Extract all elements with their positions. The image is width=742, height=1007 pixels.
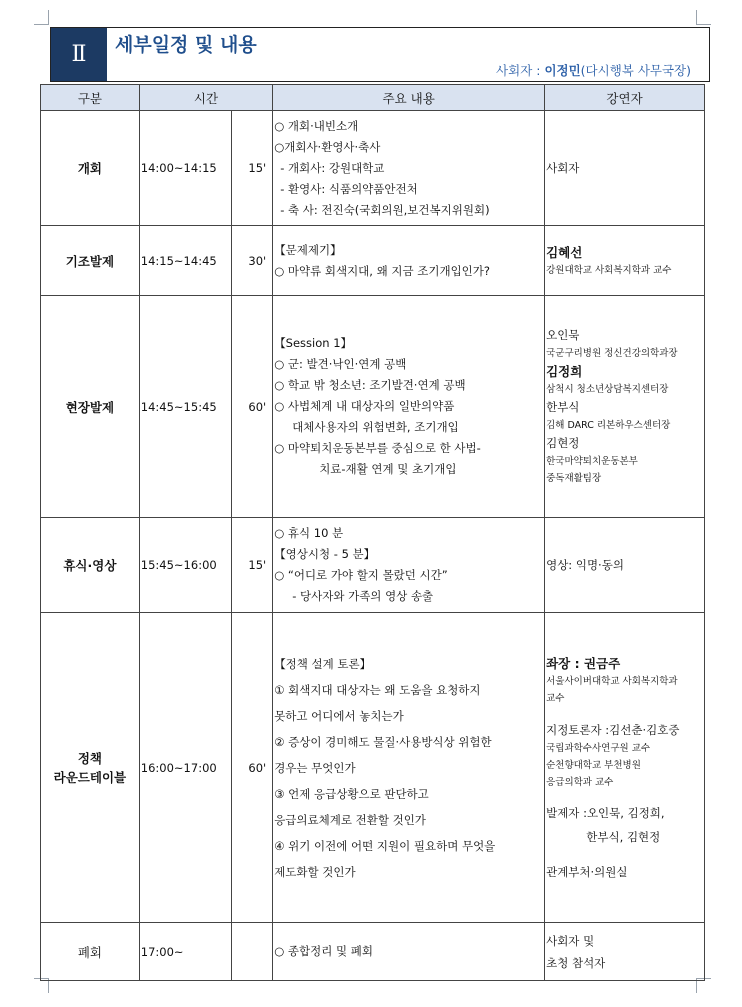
- presenter-line: 한부식, 김현정: [546, 829, 661, 844]
- content-line: 【Session 1】: [274, 336, 353, 350]
- row-duration: [232, 923, 273, 981]
- content-line: ○ 마약류 회색지대, 왜 지금 조기개입인가?: [274, 263, 491, 278]
- speaker-affiliation: 교수: [546, 692, 565, 704]
- content-line: 응급의료체계로 전환할 것인가: [274, 812, 426, 827]
- table-row: [41, 518, 705, 613]
- speaker-line: 영상: 익명·동의: [546, 557, 624, 572]
- row-category: 폐회: [41, 923, 140, 981]
- spacer: [546, 849, 704, 863]
- speaker-name: 김정희: [546, 364, 583, 379]
- schedule-table: [40, 84, 705, 981]
- table-row: [41, 111, 705, 226]
- speaker-affiliation: 국군구리병원 정신건강의학과장: [546, 348, 678, 359]
- content-line: - 축 사: 전진숙(국회의원,보건복지위원회): [280, 202, 490, 217]
- row-speaker: [545, 518, 705, 613]
- moderator-prefix: 사회자 :: [496, 63, 545, 78]
- content-line: ○ 휴식 10 분: [274, 526, 344, 540]
- ministry-line: 관계부처·의원실: [546, 864, 628, 879]
- speaker-line: 초청 참석자: [546, 955, 606, 970]
- header-category: 구분: [41, 85, 140, 111]
- content-line: 【문제제기】: [274, 242, 342, 257]
- table-row: [41, 613, 705, 923]
- spacer: [546, 791, 704, 801]
- row-category: 현장발제: [41, 296, 140, 518]
- moderator-name: 이정민: [544, 63, 581, 78]
- row-category: 휴식·영상: [41, 518, 140, 613]
- speaker-name: 김현정: [546, 436, 580, 450]
- header-time: 시간: [139, 85, 272, 111]
- section-number: Ⅱ: [51, 28, 107, 81]
- row-category: 개회: [41, 111, 140, 226]
- content-line: ○개회사·환영사·축사: [274, 139, 381, 154]
- row-time: 16:00~17:00: [139, 613, 232, 923]
- content-line: - 당사자와 가족의 영상 송출: [292, 589, 434, 603]
- content-line: ② 증상이 경미해도 물질·사용방식상 위험한: [274, 734, 492, 749]
- speaker-affiliation: 김해 DARC 리본하우스센터장: [546, 420, 671, 431]
- content-line: ○ 군: 발견·낙인·연계 공백: [274, 357, 407, 371]
- row-time: 14:45~15:45: [139, 296, 232, 518]
- content-line: ○ 학교 밖 청소년: 조기발견·연계 공백: [274, 378, 466, 392]
- moderator-line: [496, 61, 691, 79]
- row-content: [273, 296, 545, 518]
- speaker-affiliation: 삼척시 청소년상담복지센터장: [546, 384, 669, 395]
- moderator-title: (다시행복 사무국장): [580, 63, 691, 78]
- row-speaker: [545, 296, 705, 518]
- content-line: ○ 사법체계 내 대상자의 일반의약품: [274, 399, 455, 413]
- speaker-affiliation: 국립과학수사연구원 교수: [546, 742, 651, 754]
- content-line: ③ 언제 응급상황으로 판단하고: [274, 786, 429, 801]
- content-line: 【정책 설계 토론】: [274, 656, 372, 671]
- row-content: [273, 923, 545, 981]
- content-line: - 개회사: 강원대학교: [280, 160, 385, 175]
- row-duration: 60': [232, 613, 273, 923]
- content-line: - 환영사: 식품의약품안전처: [280, 181, 418, 196]
- content-line: ○ “어디로 가야 할지 몰랐던 시간”: [274, 568, 448, 582]
- row-speaker: [545, 613, 705, 923]
- content-line: 치료-재활 연계 및 초기개입: [319, 462, 457, 476]
- page-corner-mark: [696, 10, 711, 25]
- content-line: 경우는 무엇인가: [274, 760, 356, 775]
- content-line: ① 회색지대 대상자는 왜 도움을 요청하지: [274, 682, 481, 697]
- row-speaker: [545, 111, 705, 226]
- content-line: ○ 종합정리 및 폐회: [274, 944, 373, 958]
- row-speaker: [545, 226, 705, 296]
- speaker-affiliation: 응급의학과 교수: [546, 776, 614, 788]
- speaker-name: 한부식: [546, 400, 580, 414]
- category-line: 정책: [77, 750, 102, 766]
- content-line: ○ 개회·내빈소개: [274, 118, 359, 133]
- row-category: [41, 613, 140, 923]
- row-time: 17:00~: [139, 923, 232, 981]
- content-line: 제도화할 것인가: [274, 864, 356, 879]
- speaker-affiliation: 순천향대학교 부천병원: [546, 759, 641, 771]
- table-row: [41, 296, 705, 518]
- speaker-affiliation: 강원대학교 사회복지학과 교수: [546, 264, 672, 276]
- content-line: 못하고 어디에서 놓치는가: [274, 708, 404, 723]
- row-duration: 15': [232, 111, 273, 226]
- section-header: [50, 27, 710, 82]
- speaker-affiliation: 중독재활팀장: [546, 473, 602, 484]
- row-content: [273, 613, 545, 923]
- speaker-affiliation: 한국마약퇴치운동본부: [546, 456, 638, 467]
- table-row: [41, 923, 705, 981]
- speaker-line: 사회자: [546, 160, 580, 175]
- row-content: [273, 111, 545, 226]
- row-time: 14:15~14:45: [139, 226, 232, 296]
- spacer: [546, 707, 704, 721]
- speaker-line: 사회자 및: [546, 933, 595, 948]
- content-line: 대체사용자의 위험변화, 조기개입: [292, 420, 459, 434]
- discussant-line: 지정토론자 :김선춘·김호중: [546, 722, 680, 737]
- presenter-line: 발제자 :오인묵, 김정희,: [546, 805, 665, 820]
- page-corner-mark: [34, 10, 49, 25]
- content-line: ④ 위기 이전에 어떤 지원이 필요하며 무엇을: [274, 838, 496, 853]
- speaker-affiliation: 서울사이버대학교 사회복지학과: [546, 675, 678, 687]
- row-speaker: [545, 923, 705, 981]
- row-category: 기조발제: [41, 226, 140, 296]
- speaker-name: 오인묵: [546, 328, 580, 342]
- content-line: ○ 마약퇴치운동본부를 중심으로 한 사법-: [274, 441, 481, 455]
- row-time: 14:00~14:15: [139, 111, 232, 226]
- category-line: 라운드테이블: [53, 769, 127, 785]
- row-time: 15:45~16:00: [139, 518, 232, 613]
- table-header-row: [41, 85, 705, 111]
- row-duration: 15': [232, 518, 273, 613]
- speaker-name: 김혜선: [546, 244, 583, 260]
- row-content: [273, 226, 545, 296]
- row-duration: 60': [232, 296, 273, 518]
- row-content: [273, 518, 545, 613]
- header-content: 주요 내용: [273, 85, 545, 111]
- content-line: 【영상시청 - 5 분】: [274, 547, 376, 561]
- section-title: 세부일정 및 내용: [115, 34, 257, 56]
- chair-line: 좌장 : 권금주: [546, 655, 621, 671]
- header-speaker: 강연자: [545, 85, 705, 111]
- row-duration: 30': [232, 226, 273, 296]
- table-row: [41, 226, 705, 296]
